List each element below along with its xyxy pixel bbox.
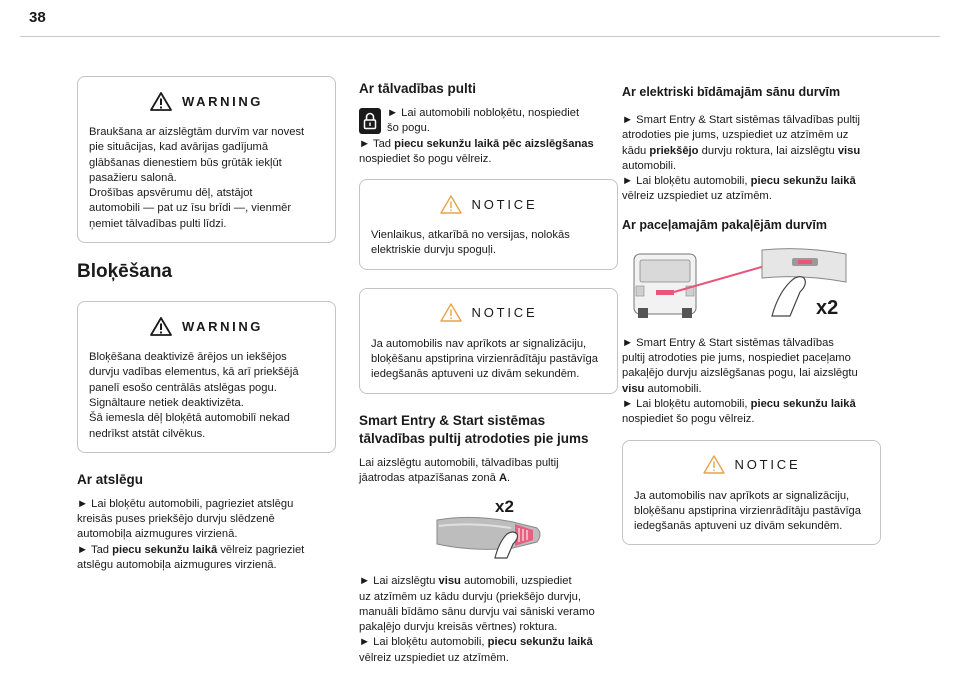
warning-title: WARNING: [181, 318, 264, 334]
x2-label: x2: [816, 296, 839, 319]
notice-title: NOTICE: [734, 457, 801, 473]
remote-heading: Ar tālvadības pulti: [359, 81, 477, 96]
column-1: [77, 76, 336, 585]
top-rule: [20, 36, 940, 37]
section-title: Bloķēšana: [77, 261, 173, 283]
notice-box-2: NOTICE Ja automobilis nav aprīkots ar signalizāciju, bloķēšanu apstiprina virzienrādītāju pastāvīga iedegšanās aptuveni uz divām sekundēm.: [359, 288, 618, 394]
key-instructions: ► Lai bloķētu automobili, pagrieziet atslēgu kreisās puses priekšējo durvju slēdzenē automobiļa aizmugures virzienā. ► Tad piecu sekunžu laikā vēlreiz pagrieziet atslēgu automobiļa aizmugures virzienā.: [77, 497, 305, 572]
warning-text: Bloķēšana deaktivizē ārējos un iekšējos durvju vadības elementus, kā arī priekšējā panelī esošo centrālās atslēgas pogu. Signāltaure netiek deaktivizēta. Šā iemesla dēļ bloķētā automobilī nekad nedrīkst atstāt cilvēkus.: [89, 351, 299, 440]
smart-entry-instructions: ► Lai aizslēgtu visu automobili, uzspiediet uz atzīmēm uz kādu durvju (priekšējo durvju, manuāli bīdāmo sānu durvju vai sāniski veramo pakaļējo durvju kreisās vērtnes) roktura. ► Lai bloķētu automobili, piecu sekunžu laikā vēlreiz uzspiediet uz atzīmēm.: [359, 575, 595, 664]
x2-label: x2: [494, 497, 514, 517]
smart-entry-intro: Lai aizslēgtu automobili, tālvadības pultij jāatrodas atpazīšanas zonā A.: [359, 456, 559, 484]
smart-entry-heading: Smart Entry & Start sistēmas tālvadības pultij atrodoties pie jums: [359, 412, 589, 446]
remote-instructions: ► Lai automobili nobloķētu, nospiediet šo pogu.: [387, 107, 580, 135]
column-3: [622, 84, 881, 563]
notice-box-3: NOTICE Ja automobilis nav aprīkots ar signalizāciju, bloķēšanu apstiprina virzienrādītāju pastāvīga iedegšanās aptuveni uz divām sekundēm.: [622, 440, 881, 546]
tailgate-heading: Ar paceļamajām pakaļējām durvīm: [622, 217, 827, 232]
tailgate-instructions: ► Smart Entry & Start sistēmas tālvadības pultij atrodoties pie jums, nospiediet paceļamo pakaļējo durvju aizslēgšanas pogu, lai aizslēgtu visu automobili. ► Lai bloķētu automobili, piecu sekunžu laikā nospiediet šo pogu vēlreiz.: [622, 336, 858, 426]
lock-icon: [359, 108, 381, 134]
warning-box-2: [77, 301, 336, 453]
warning-title: WARNING: [181, 93, 264, 109]
sliding-doors-heading: Ar elektriski bīdāmajām sānu durvīm: [622, 85, 841, 99]
notice-box-1: NOTICE Vienlaikus, atkarībā no versijas, nolokās elektriskie durvju spoguļi.: [359, 179, 618, 270]
key-heading: Ar atslēgu: [77, 471, 144, 487]
page-number: 38: [29, 9, 46, 26]
notice-triangle-icon: [440, 195, 462, 214]
notice-triangle-icon: [440, 303, 462, 322]
warning-triangle-icon: [150, 317, 172, 336]
door-handle-illustration: [433, 498, 545, 560]
warning-triangle-icon: [150, 92, 172, 111]
column-2: Ar tālvadības pulti ► Lai automobili nobloķētu, nospiediet šo pogu. ► Tad piecu sekunžu laikā pēc aizslēgšanas nospiediet šo pogu vēlreiz. NOTICE Vienlaikus, atkarībā no versijas, nolokās elektriskie durvju spoguļi. NOTICE Ja automobilis nav aprīkots ar signalizāciju, bloķēšanu apstiprina virzienrādītāju pastāvīga iedegšanās aptuveni uz divām sekundēm. Smart Entry & Start sistēmas tālvadības pultij atrodoties pie jums Lai aizslēgtu automobili, tālvadības pultij jāatrodas atpazīšanas zonā A. x2 ► Lai aizslēgtu visu automobili, uzspiediet uz atzīmēm uz kādu durvju (priekšējo durvju, manuāli bīdāmo sānu durvju vai sāniski veramo pakaļējo durvju kreisās vērtnes) roktura. ► Lai bloķētu automobili, piecu sekunžu laikā vēlreiz uzspiediet uz atzīmēm.: [359, 80, 618, 678]
notice-title: NOTICE: [471, 305, 538, 321]
warning-box-1: [77, 76, 336, 243]
warning-text: Braukšana ar aizslēgtām durvīm var novest pie situācijas, kad avārijas gadījumā glābšanas dienestiem būs grūtāk iekļūt pasažieru salonā. Drošības apsvērumu dēļ, atstājot automobili — pat uz īsu brīdi —, vienmēr ņemiet tālvadības pulti līdzi.: [89, 126, 305, 230]
notice-triangle-icon: [703, 455, 725, 474]
notice-title: NOTICE: [471, 196, 538, 212]
sliding-doors-instructions: ► Smart Entry & Start sistēmas tālvadības pultij atrodoties pie jums, uzspiediet uz atzīmēm uz kādu priekšējo durvju roktura, lai aizslēgtu visu automobili. ► Lai bloķētu automobili, piecu sekunžu laikā vēlreiz uzspiediet uz atzīmēm.: [622, 114, 861, 203]
tailgate-illustration: [622, 244, 850, 322]
